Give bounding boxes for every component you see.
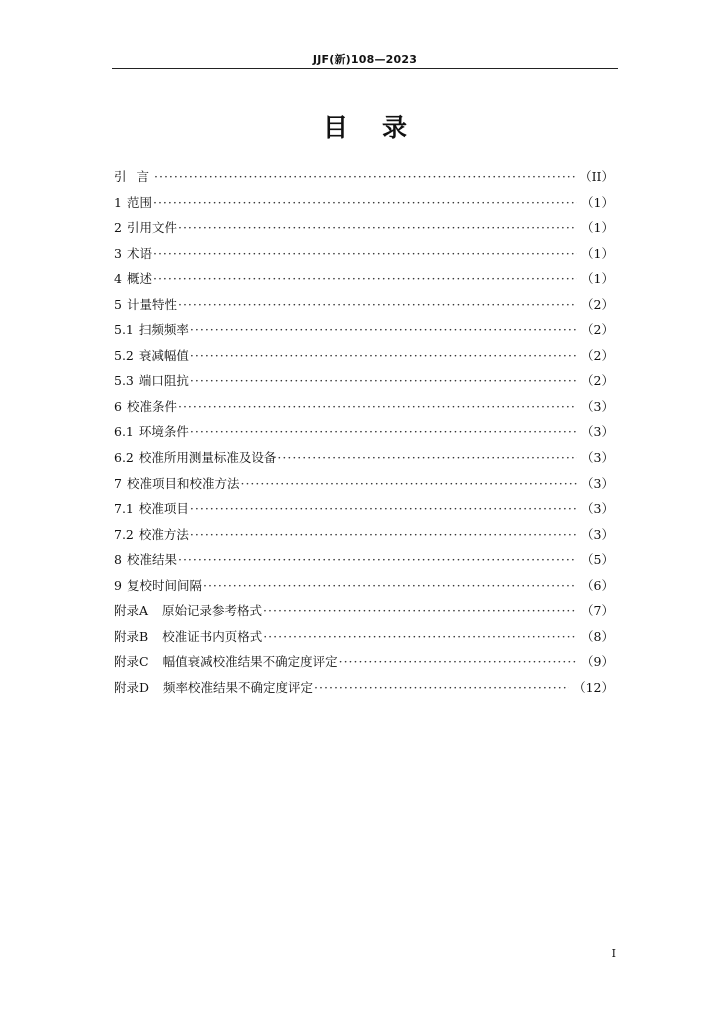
toc-entry-label: 范围 <box>126 194 152 210</box>
toc-dot-leader <box>190 496 577 522</box>
toc-entry[interactable] <box>114 496 614 522</box>
toc-entry-label: 扫频频率 <box>138 322 189 338</box>
toc-entry-number: 6.2 <box>114 450 134 466</box>
toc-entry[interactable] <box>114 292 614 318</box>
toc-entry-label: 端口阻抗 <box>138 373 189 389</box>
toc-entry-number: 6.1 <box>114 424 134 440</box>
document-code-header: JJF(新)108—2023 <box>312 53 418 66</box>
toc-entry[interactable] <box>114 573 614 599</box>
toc-entry[interactable] <box>114 471 614 497</box>
toc-entry-page: （5） <box>581 552 614 568</box>
toc-dot-leader <box>178 394 577 420</box>
toc-entry-page: （3） <box>581 526 614 542</box>
toc-entry-page: （12） <box>573 679 614 695</box>
toc-entry-label: 术语 <box>126 245 152 261</box>
toc-entry[interactable] <box>114 317 614 343</box>
toc-dot-leader <box>240 471 577 497</box>
title-char-1: 目 <box>322 113 348 142</box>
toc-entry[interactable] <box>114 164 614 190</box>
toc-entry-number: 附录C <box>114 654 149 670</box>
toc-entry-label: 衰减幅值 <box>138 347 189 363</box>
toc-entry-page: （1） <box>581 194 614 210</box>
toc-entry-number: 5.1 <box>114 322 134 338</box>
toc-entry-number: 3 <box>114 245 122 261</box>
toc-entry[interactable] <box>114 241 614 267</box>
toc-dot-leader <box>154 164 575 190</box>
toc-entry[interactable] <box>114 624 614 650</box>
toc-entry-number: 5.2 <box>114 347 134 363</box>
toc-entry-page: （2） <box>581 296 614 312</box>
title-char-2: 录 <box>382 113 408 142</box>
toc-dot-leader <box>178 215 577 241</box>
toc-entry-page: （3） <box>581 398 614 414</box>
toc-entry[interactable] <box>114 190 614 216</box>
toc-entry-page: （3） <box>581 501 614 517</box>
toc-dot-leader <box>153 190 577 216</box>
toc-entry-page: （3） <box>581 450 614 466</box>
toc-entry-label: 复校时间间隔 <box>126 577 202 593</box>
toc-entry-number: 7 <box>114 475 122 491</box>
page-title <box>112 110 618 146</box>
toc-dot-leader <box>178 292 577 318</box>
toc-entry[interactable] <box>114 215 614 241</box>
toc-entry-number: 6 <box>114 398 122 414</box>
toc-entry-page: （II） <box>579 169 614 184</box>
toc-dot-leader <box>314 675 569 701</box>
toc-entry-page: （9） <box>581 654 614 670</box>
toc-entry[interactable] <box>114 675 614 701</box>
toc-entry-number: 7.1 <box>114 501 134 517</box>
toc-entry-page: （8） <box>581 628 614 644</box>
table-of-contents <box>114 164 614 700</box>
toc-entry-label: 环境条件 <box>138 424 189 440</box>
toc-entry-number: 附录A <box>114 603 149 619</box>
toc-entry-number: 4 <box>114 271 122 287</box>
toc-entry-label: 引用文件 <box>126 220 177 236</box>
toc-entry[interactable] <box>114 445 614 471</box>
toc-entry-label: 引言 <box>114 169 160 184</box>
toc-entry-number: 9 <box>114 577 122 593</box>
toc-entry[interactable] <box>114 649 614 675</box>
page-number: I <box>611 947 616 960</box>
toc-entry-page: （1） <box>581 271 614 287</box>
toc-entry-label: 校准所用测量标准及设备 <box>138 450 277 466</box>
toc-dot-leader <box>178 547 577 573</box>
toc-entry-page: （3） <box>581 475 614 491</box>
toc-dot-leader <box>263 624 577 650</box>
toc-entry-label: 校准结果 <box>126 552 177 568</box>
header-divider <box>112 68 618 69</box>
toc-dot-leader <box>190 343 577 369</box>
toc-entry[interactable] <box>114 343 614 369</box>
toc-entry-page: （2） <box>581 322 614 338</box>
toc-entry[interactable] <box>114 394 614 420</box>
toc-entry-label: 校准条件 <box>126 398 177 414</box>
toc-entry-number: 5.3 <box>114 373 134 389</box>
toc-entry[interactable] <box>114 419 614 445</box>
toc-entry[interactable] <box>114 368 614 394</box>
toc-entry-label: 概述 <box>126 271 152 287</box>
toc-entry[interactable] <box>114 266 614 292</box>
toc-dot-leader <box>339 649 577 675</box>
toc-dot-leader <box>190 317 577 343</box>
toc-entry-page: （2） <box>581 347 614 363</box>
toc-entry-label: 校准方法 <box>138 526 189 542</box>
toc-entry[interactable] <box>114 547 614 573</box>
toc-entry-number: 7.2 <box>114 526 134 542</box>
toc-entry-number: 附录D <box>114 679 150 695</box>
toc-entry-number: 附录B <box>114 628 149 644</box>
toc-entry-page: （6） <box>581 577 614 593</box>
toc-entry-number: 2 <box>114 220 122 236</box>
toc-dot-leader <box>153 241 577 267</box>
toc-entry-label: 校准项目和校准方法 <box>126 475 240 491</box>
toc-entry-page: （3） <box>581 424 614 440</box>
toc-entry-page: （2） <box>581 373 614 389</box>
toc-entry-number: 5 <box>114 296 122 312</box>
toc-entry-label: 计量特性 <box>126 296 177 312</box>
toc-entry[interactable] <box>114 598 614 624</box>
toc-entry-page: （7） <box>581 603 614 619</box>
toc-entry-label: 校准证书内页格式 <box>162 628 263 644</box>
toc-entry-page: （1） <box>581 245 614 261</box>
toc-entry-label: 频率校准结果不确定度评定 <box>163 679 314 695</box>
toc-dot-leader <box>190 368 577 394</box>
toc-entry[interactable] <box>114 522 614 548</box>
toc-entry-label: 校准项目 <box>138 501 189 517</box>
toc-entry-number: 8 <box>114 552 122 568</box>
toc-dot-leader <box>277 445 577 471</box>
toc-dot-leader <box>153 266 577 292</box>
toc-dot-leader <box>203 573 577 599</box>
toc-entry-label: 原始记录参考格式 <box>162 603 263 619</box>
toc-entry-number: 1 <box>114 194 122 210</box>
toc-entry-label: 幅值衰减校准结果不确定度评定 <box>162 654 338 670</box>
toc-dot-leader <box>190 522 577 548</box>
toc-dot-leader <box>190 419 577 445</box>
toc-dot-leader <box>263 598 577 624</box>
toc-entry-page: （1） <box>581 220 614 236</box>
